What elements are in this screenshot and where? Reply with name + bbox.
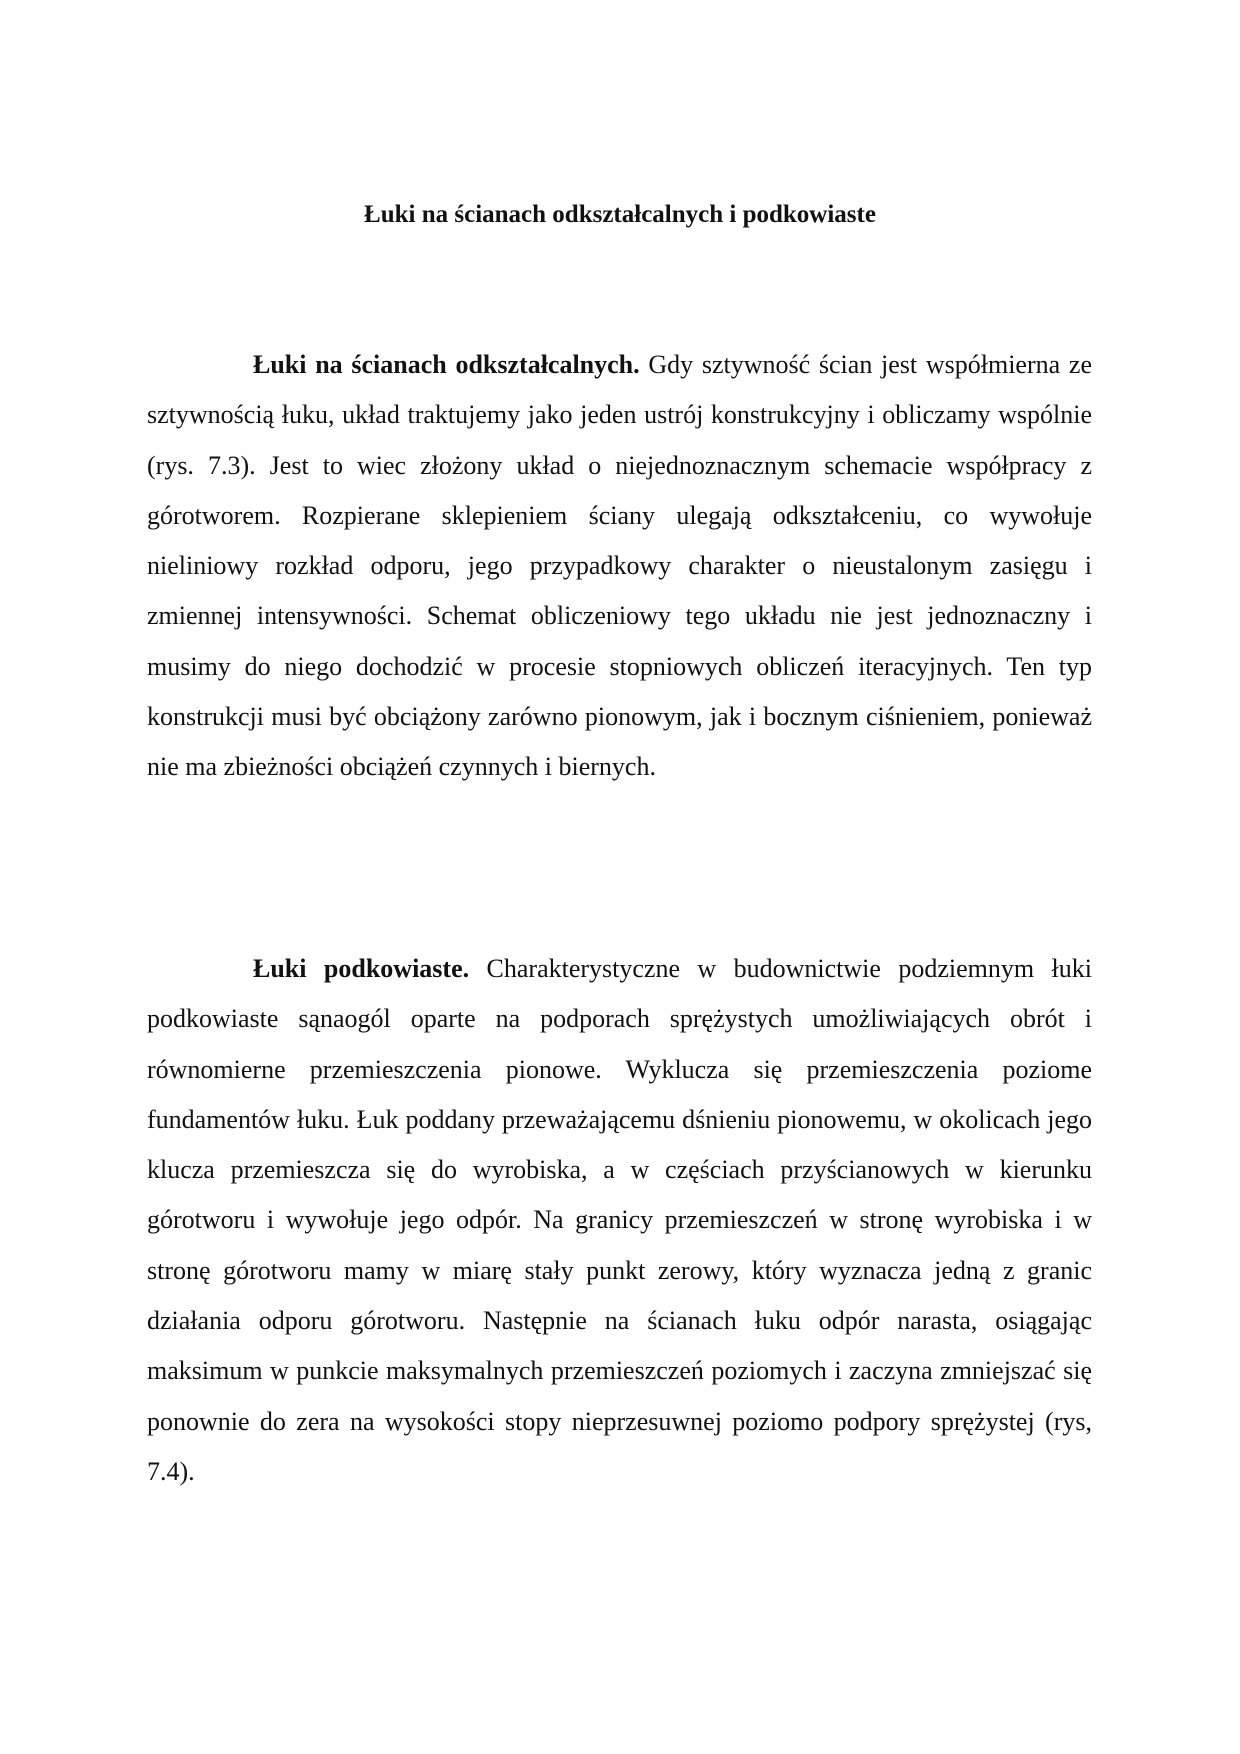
section-paragraph [147,944,1092,1497]
section-horseshoe-arches [147,944,1092,1497]
section-heading: Łuki na ścianach odkształcalnych. [253,350,640,379]
section-heading: Łuki podkowiaste. [253,954,470,983]
section-body: Gdy sztywność ścian jest współmierna ze sztywnością łuku, układ traktujemy jako jeden ustrój konstrukcyjny i obliczamy wspólnie (rys. 7.3). Jest to wiec złożony układ o niejednoznacznym schemacie współpracy z górotworem. Rozpierane sklepieniem ściany ulegają odkształceniu, co wywołuje nieliniowy rozkład odporu, jego przypadkowy charakter o nieustalonym zasięgu i zmiennej intensywności. Schemat obliczeniowy tego układu nie jest jednoznaczny i musimy do niego dochodzić w procesie stopniowych obliczeń iteracyjnych. Ten typ konstrukcji musi być obciążony zarówno pionowym, jak i bocznym ciśnieniem, ponieważ nie ma zbieżności obciążeń czynnych i biernych. [147,350,1092,782]
section-walls [147,340,1092,793]
section-body: Charakterystyczne w budownictwie podziemnym łuki podkowiaste sąnaogól oparte na podporach sprężystych umożliwiających obrót i równomierne przemieszczenia pionowe. Wyklucza się przemieszczenia poziome fundamentów łuku. Łuk poddany przeważającemu dśnieniu pionowemu, w okolicach jego klucza przemieszcza się do wyrobiska, a w częściach przyścianowych w kierunku górotworu i wywołuje jego odpór. Na granicy przemieszczeń w stronę wyrobiska i w stronę górotworu mamy w miarę stały punkt zerowy, który wyznacza jedną z granic działania odporu górotworu. Następnie na ścianach łuku odpór narasta, osiągając maksimum w punkcie maksymalnych przemieszczeń poziomych i zaczyna zmniejszać się ponownie do zera na wysokości stopy nieprzesuwnej poziomo podpory sprężystej (rys, 7.4). [147,954,1092,1486]
section-paragraph [147,340,1092,793]
document-title: Łuki na ścianach odkształcalnych i podkowiaste [364,201,876,228]
